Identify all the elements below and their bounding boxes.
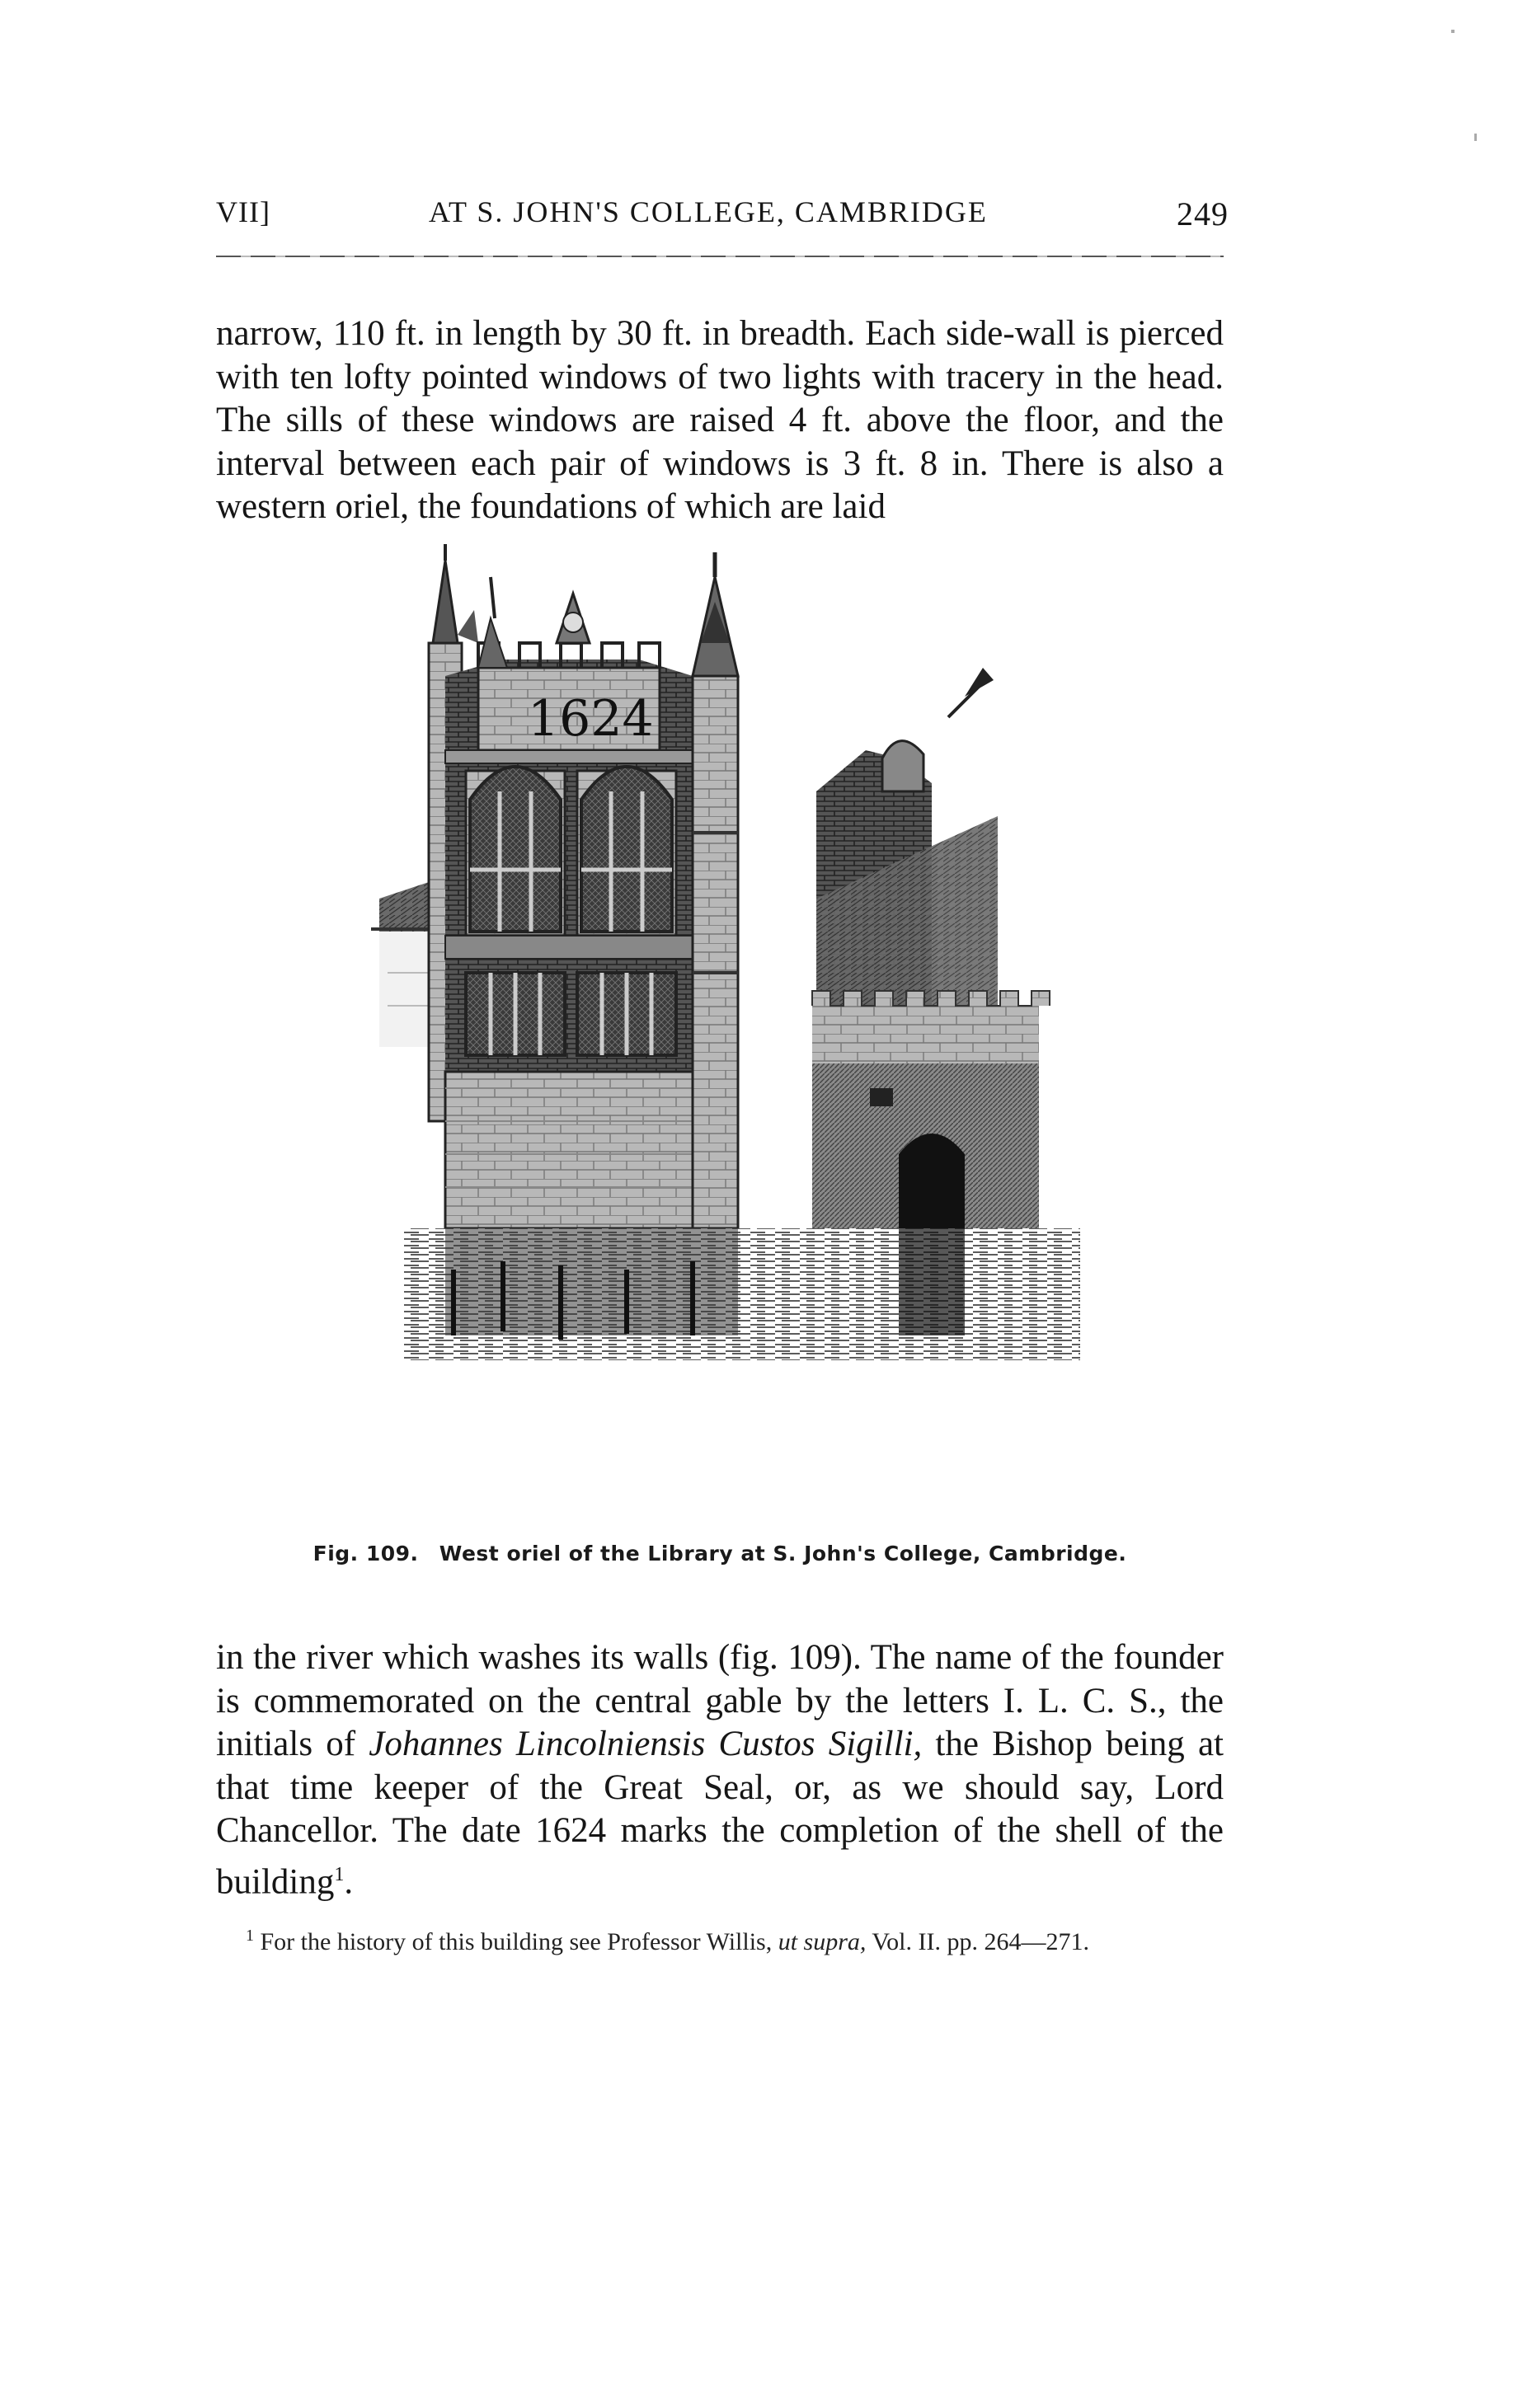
stray-mark-right [1474,134,1477,141]
parapet-and-bridge [812,991,1050,1228]
figure-caption-text: West oriel of the Library at S. John's College, Cambridge. [439,1542,1127,1565]
river-water [404,1228,1080,1360]
figure-label: Fig. 109. [313,1542,419,1565]
figure-illustration [355,544,1138,1525]
footnote [216,1925,1224,1960]
footnote-italic: ut supra, [778,1928,867,1955]
latin-inscription: Johannes Lincolniensis Custos Sigilli, [369,1725,923,1763]
running-title: AT S. JOHN'S COLLEGE, CAMBRIDGE [429,195,988,228]
header-rule [216,256,1224,257]
paragraph-2-text-a: in the river which washes its walls (fig. 109). The name of the founder is commemorated on the central gable by the letters I. L. C. S., the initials of [216,1638,1224,1763]
gable-date: 1624 [528,690,654,748]
footnote-text-b: Vol. II. pp. 264—271. [866,1928,1089,1955]
stray-mark-top [1451,30,1455,33]
footnote-text-a: For the history of this building see Professor Willis, [260,1928,778,1955]
oriel-tower [445,577,693,1228]
chapter-number: VII] [216,195,270,228]
oriel-engraving [355,544,1138,1525]
footnote-marker: 1 [246,1927,254,1945]
paragraph-2 [216,1636,1224,1903]
paragraph-1: narrow, 110 ft. in length by 30 ft. in breadth. Each side-wall is pierced with ten lofty pointed windows of two lights with tracery in the head. The sills of these windows are raised 4 ft. above the floor, and the interval between each pair of windows is 3 ft. 8 in. There is also a western oriel, the foundations of which are laid [216,314,1224,526]
figure-caption [216,1542,1224,1565]
running-head [206,191,1229,237]
paragraph-2-text-b: the Bishop being at that time keeper of the Great Seal, or, as we should say, Lord Chancellor. The date 1624 marks the completion of the shell of the building [216,1725,1224,1901]
paragraph-2-end: . [344,1861,354,1901]
footnote-reference[interactable]: 1 [334,1863,345,1885]
page-number: 249 [1177,195,1229,232]
corner-pinnacle [693,552,738,1228]
